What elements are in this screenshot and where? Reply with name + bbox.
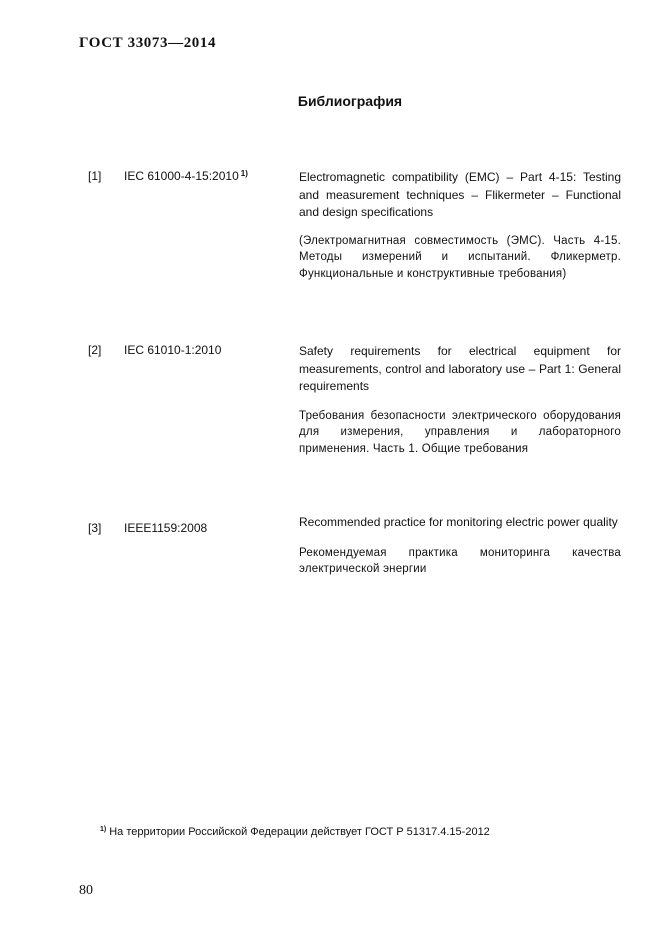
entry-description [299,514,621,578]
entry-title-russian: (Электромагнитная совместимость (ЭМС). Часть 4-15. Методы измерений и испытаний. Фликерметр. Функциональные и конструктивные требования) [299,234,621,280]
entry-title-russian: Рекомендуемая практика мониторинга качества электрической энергии [299,546,621,575]
entry-standard-code: IEC 61000-4-15:2010 [124,169,239,183]
page-number: 80 [79,883,93,898]
entry-number: [2] [88,343,102,357]
entry-standard-code: IEEE1159:2008 [124,521,208,535]
entry-standard-code: IEC 61010-1:2010 [124,343,222,357]
entry-standard [124,343,221,357]
footnote [100,826,490,838]
footnote-mark: 1) [100,826,107,833]
entry-standard [124,169,248,183]
entry-number: [1] [88,169,102,183]
footnote-text: На территории Российской Федерации действует ГОСТ Р 51317.4.15-2012 [109,826,490,838]
entry-description [299,343,621,457]
entry-title-english: Safety requirements for electrical equipment for measurements, control and laboratory use – Part 1: General requirements [299,344,621,393]
footnote-reference: 1) [240,169,248,178]
entry-standard [124,521,207,535]
document-header-standard: ГОСТ 33073—2014 [79,35,217,51]
entry-title-english: Recommended practice for monitoring electric power quality [299,515,618,529]
entry-title-english: Electromagnetic compatibility (EMC) – Part 4-15: Testing and measurement techniques – Flikermeter – Functional and design specifications [299,170,621,219]
entry-number: [3] [88,521,102,535]
entry-title-russian: Требования безопасности электрического оборудования для измерения, управления и лабораторного применения. Часть 1. Общие требования [299,409,621,455]
page-title: Библиография [297,93,403,109]
entry-description [299,169,621,282]
